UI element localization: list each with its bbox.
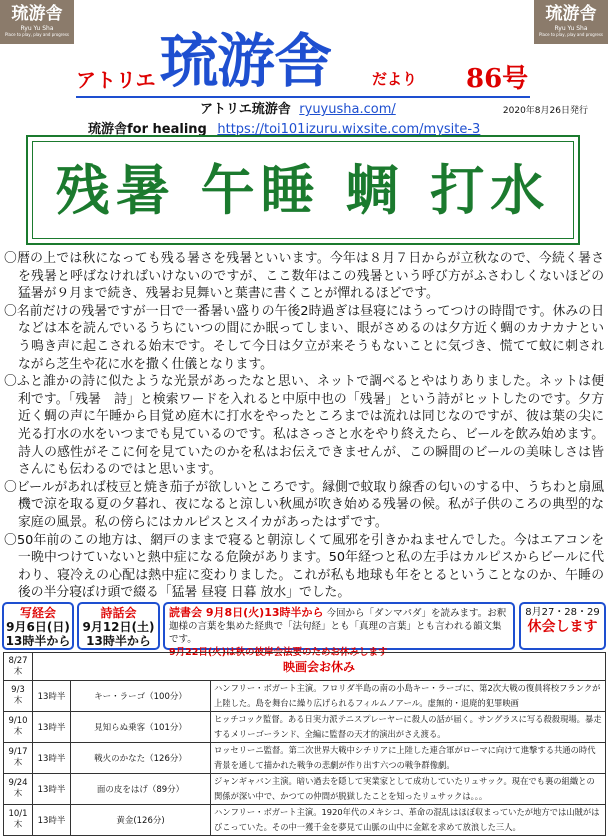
- paragraph: 〇ふと誰かの詩に似たような光景があったなと思い、ネットで調べるとやはりありました。ネットは便利です。「残暑 詩」と検索ワードを入れると中原中也の「残暑」という詩がヒットしたのです。夕方近く蜩の声に午睡から目覚め庭木に打水をやったところまでは流れは同じなのですが、彼は葉の尖に光る打水の水をいつまでも見ているのです。私はさっさと水をやり終えたら、ビールを飲み始めます。詩人の感性がそこに何を見ていたのかを私はお伝えできませんが、この瞬間のビールの美味しさは皆さんにも伝わるのではと思います。: [4, 374, 604, 478]
- table-row: [4, 653, 606, 681]
- logo-tagline: Place to play, play and progress: [4, 32, 69, 37]
- schedule-date: [4, 743, 33, 774]
- issue-date: 2020年8月26日発行: [502, 106, 588, 116]
- event-text: 今回から「ダンマパダ」を読みます。お釈迦様の言葉を集めた経典で「法句経」とも「真理の言葉」とも言われる韻文集です。: [169, 608, 507, 645]
- schedule-time: 13時半: [33, 681, 71, 712]
- schedule-date: [4, 774, 33, 805]
- table-row: [4, 681, 606, 712]
- atelier-line: [200, 98, 396, 117]
- event-title: 詩話会: [100, 606, 137, 620]
- table-row: [4, 712, 606, 743]
- events-row: [2, 602, 606, 658]
- schedule-date-value: 9/24: [8, 778, 28, 788]
- paragraph: 〇50年前のこの地方は、網戸のままで寝ると朝涼しくて風邪を引きかねませんでした。今はエアコンを一晩中つけていないと熱中症になる危険があります。50年経つと私の左手はカルピスからビールに代わり、寝冷えの心配は熱中症に変わりました。これが私も地球も年をとるということなのか、午睡の後の半分寝ぼけ頭で綴る「猛暑 昼寝 日暮 放水」でした。: [4, 532, 604, 601]
- schedule-day: 木: [13, 666, 23, 677]
- title-box-inner: [32, 141, 574, 239]
- atelier-link[interactable]: ryuyusha.com/: [299, 102, 396, 117]
- schedule-date-value: 10/1: [8, 809, 28, 819]
- schedule-film: 黄金(126分): [71, 805, 211, 836]
- schedule-date: [4, 681, 33, 712]
- schedule-day: 木: [13, 820, 23, 830]
- schedule-day: 木: [13, 696, 23, 706]
- event-time: 13時半から: [5, 634, 71, 648]
- schedule-film: 戦火のかなた（126分）: [71, 743, 211, 774]
- event-title: 読書会 9月8日(火)13時半から: [169, 606, 324, 619]
- schedule-time: 13時半: [33, 805, 71, 836]
- event-shiwa: [77, 602, 160, 650]
- masthead-name: 琉游舎: [160, 27, 332, 95]
- schedule-time: 13時半: [33, 743, 71, 774]
- table-row: [4, 774, 606, 805]
- holiday-dates: 8月27・28・29: [525, 607, 600, 618]
- schedule-day: 木: [13, 758, 23, 768]
- schedule-desc: ロッセリーニ監督。第二次世界大戦中シチリアに上陸した連合軍がローマに向けて進撃する共通の時代背景を通して描かれた戦争の悲劇が作り出す六つの戦争群像劇。: [211, 743, 606, 774]
- paragraph: 〇暦の上では秋になっても残る暑さを残暑といいます。今年は８月７日からが立秋なので、今続く暑さを残暑と呼ばなければいけないのですが、ここ数年はこの残暑という呼び方がふさわしくないほどの猛暑が９月まで続き、残暑お見舞いと葉書に書くことが憚れるほどです。: [4, 251, 604, 302]
- schedule-date-value: 8/27: [8, 655, 28, 666]
- atelier-label: アトリエ琉游舎: [200, 102, 291, 117]
- paragraph: 〇名前だけの残暑ですが一日で一番暑い盛りの午後2時過ぎは昼寝にはうってつけの時間です。休みの日などは本を読んでいるうちにいつの間にか眠ってしまい、眼がさめるのは夕方近く蜩のカナカナという鳴き声に起こされる始末です。そして今日は夕立が来そうもないことに気づき、慌てて蚊に刺されながら芝生や花に水を撒く仕儀となります。: [4, 303, 604, 372]
- schedule-desc: ハンフリー・ボガート主演。1920年代のメキシコ、革命の混乱はほぼ収まっていたが地方では山賊がはびこっていた。その中一獲千金を夢見て山脈の山中に金鉱を求めて放浪した三人。: [211, 805, 606, 836]
- healing-label: 琉游舎for healing: [88, 122, 207, 137]
- schedule-date-value: 9/3: [11, 685, 25, 695]
- holiday-label: 休会します: [527, 619, 598, 635]
- event-holiday: [519, 602, 606, 650]
- event-dokusho: [163, 602, 515, 658]
- schedule-film: 面の皮をはげ（89分）: [71, 774, 211, 805]
- event-date: 9月12日(土): [82, 620, 155, 634]
- schedule-film: キー・ラーゴ（100分）: [71, 681, 211, 712]
- logo-romaji: Ryu Yu Sha: [554, 25, 588, 32]
- masthead-prefix: アトリエ: [76, 68, 156, 92]
- schedule-film: 見知らぬ乗客（101分）: [71, 712, 211, 743]
- event-note: 9月22日(火)は秋の彼岸会法要のためお休みします: [169, 647, 388, 658]
- masthead: [0, 26, 608, 98]
- logo-tagline: Place to play, play and progress: [538, 32, 603, 37]
- schedule-date: [4, 805, 33, 836]
- schedule-date-value: 9/10: [8, 716, 28, 726]
- schedule-time: 13時半: [33, 712, 71, 743]
- schedule-desc: ジャンギャバン主演。暗い過去を隠して実業家として成功していたリュサック。現在でも裏の組織との関係が深い中で、かつての仲間が脱獄したことを知ったリュサックは。。。: [211, 774, 606, 805]
- logo-name: 琉游舎: [11, 4, 63, 24]
- schedule-closed-note: 映画会お休み: [33, 653, 606, 681]
- event-shakyo: [2, 602, 74, 650]
- table-row: [4, 743, 606, 774]
- schedule-date: [4, 712, 33, 743]
- schedule-day: 木: [13, 727, 23, 737]
- schedule-desc: ヒッチコック監督。ある日実力派テニスプレーヤーに殺人の話が届く。サングラスに写る殺殺現場。暴走するメリーゴーランド、全編に監督の天才的演出がさえ渡る。: [211, 712, 606, 743]
- event-date: 9月6日(日): [6, 620, 70, 634]
- issue-number: 86号: [466, 64, 529, 94]
- film-schedule-table: [3, 652, 606, 836]
- logo-romaji: Ryu Yu Sha: [20, 25, 54, 32]
- event-time: 13時半から: [86, 634, 151, 648]
- schedule-date: [4, 653, 33, 681]
- paragraph: 〇ビールがあれば枝豆と焼き茄子が欲しいところです。縁側で蚊取り線香の匂いのする中、うちわと扇風機で涼を取る夏の夕暮れ、夜になると涼しい秋風が吹き始める残暑の候。私が子供のころの典型的な家庭の風景。私の傍らにはカルピスとスイカがあったはずです。: [4, 479, 604, 530]
- schedule-desc: ハンフリー・ボガート主演。フロリダ半島の南の小島キー・ラーゴに、第2次大戦の復員将校フランクが上陸した。島を舞台に繰り広げられるフィルムノアール。虚無的・退廃的犯罪映画: [211, 681, 606, 712]
- event-title: 写経会: [19, 606, 56, 620]
- masthead-suffix: だより: [372, 70, 418, 88]
- title-box: [26, 135, 580, 245]
- table-row: [4, 805, 606, 836]
- healing-link[interactable]: https://toi101izuru.wixsite.com/mysite-3: [217, 122, 481, 137]
- schedule-day: 木: [13, 789, 23, 799]
- page-title: 残暑 午睡 蜩 打水: [55, 158, 551, 222]
- article-body: [4, 250, 604, 602]
- schedule-date-value: 9/17: [8, 747, 28, 757]
- schedule-time: 13時半: [33, 774, 71, 805]
- logo-name: 琉游舎: [545, 4, 597, 24]
